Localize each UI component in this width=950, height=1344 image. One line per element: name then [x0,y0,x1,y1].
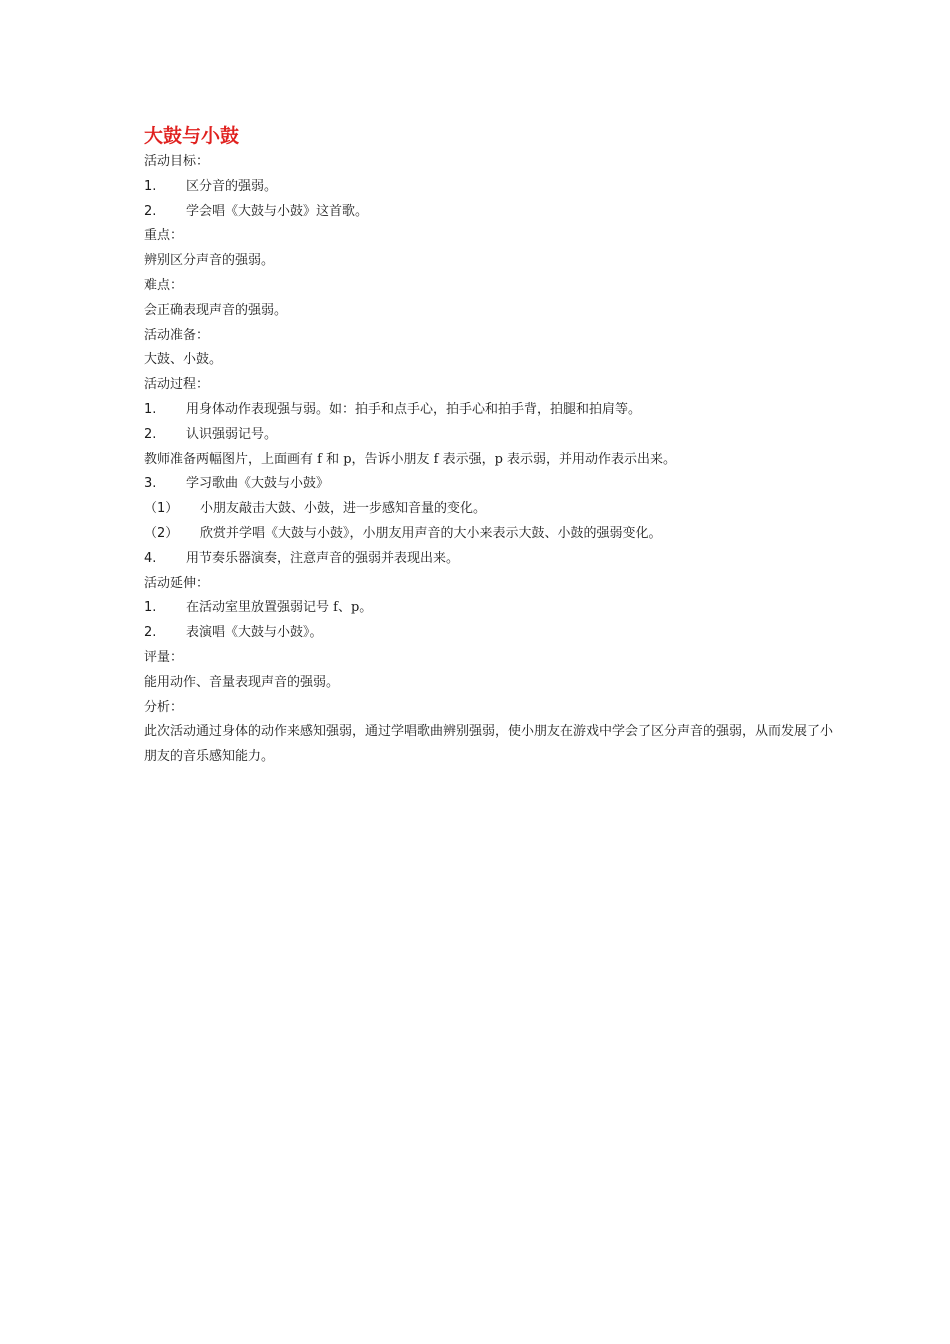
extension-text: 表演唱《大鼓与小鼓》。 [186,625,323,641]
process-heading: 活动过程： [144,377,210,393]
goal-text: 学会唱《大鼓与小鼓》这首歌。 [186,203,369,219]
process-sub-number: （1） [144,501,179,517]
eval-heading: 评量： [144,649,184,665]
key-heading: 重点： [144,228,184,244]
goal-item [144,175,834,200]
process-text: 用身体动作表现强与弱。如：拍手和点手心，拍手心和拍手背，拍腿和拍肩等。 [186,401,642,417]
extension-heading: 活动延伸： [144,575,210,591]
process-subitem [144,522,834,547]
process-item [144,472,834,497]
goal-item [144,200,834,225]
process-text: 学习歌曲《大鼓与小鼓》 [186,476,330,492]
process-sub-number: （2） [144,525,179,541]
document-page [144,122,834,765]
process-sub-text: 小朋友敲击大鼓、小鼓，进一步感知音量的变化。 [200,501,487,517]
eval-text: 能用动作、音量表现声音的强弱。 [144,674,340,690]
extension-number: 1. [144,600,157,616]
goal-text: 区分音的强弱。 [186,178,278,194]
prep-text: 大鼓、小鼓。 [144,352,223,368]
extension-number: 2. [144,625,157,641]
process-number: 3. [144,476,157,492]
process-sub-text: 欣赏并学唱《大鼓与小鼓》，小朋友用声音的大小来表示大鼓、小鼓的强弱变化。 [200,525,662,541]
process-number: 4. [144,550,157,566]
document-title: 大鼓与小鼓 [144,125,240,147]
process-number: 2. [144,426,157,442]
process-subitem [144,497,834,522]
analysis-text: 此次活动通过身体的动作来感知强弱，通过学唱歌曲辨别强弱，使小朋友在游戏中学会了区分声音的强弱，从而发展了小朋友的音乐感知能力。 [144,724,834,765]
goal-number: 1. [144,178,157,194]
analysis-heading: 分析： [144,699,184,715]
process-number: 1. [144,401,157,417]
extension-text: 在活动室里放置强弱记号 f、p。 [186,600,373,616]
process-item [144,423,834,448]
process-note: 教师准备两幅图片，上面画有 f 和 p，告诉小朋友 f 表示强，p 表示弱，并用动作表示出来。 [144,451,677,467]
prep-heading: 活动准备： [144,327,210,343]
difficult-heading: 难点： [144,277,184,293]
extension-item [144,621,834,646]
process-item [144,547,834,572]
goals-heading: 活动目标： [144,154,210,169]
extension-item [144,596,834,621]
key-text: 辨别区分声音的强弱。 [144,253,275,269]
process-item [144,398,834,423]
difficult-text: 会正确表现声音的强弱。 [144,302,288,318]
goal-number: 2. [144,203,157,219]
process-text: 认识强弱记号。 [186,426,278,442]
process-text: 用节奏乐器演奏，注意声音的强弱并表现出来。 [186,550,460,566]
